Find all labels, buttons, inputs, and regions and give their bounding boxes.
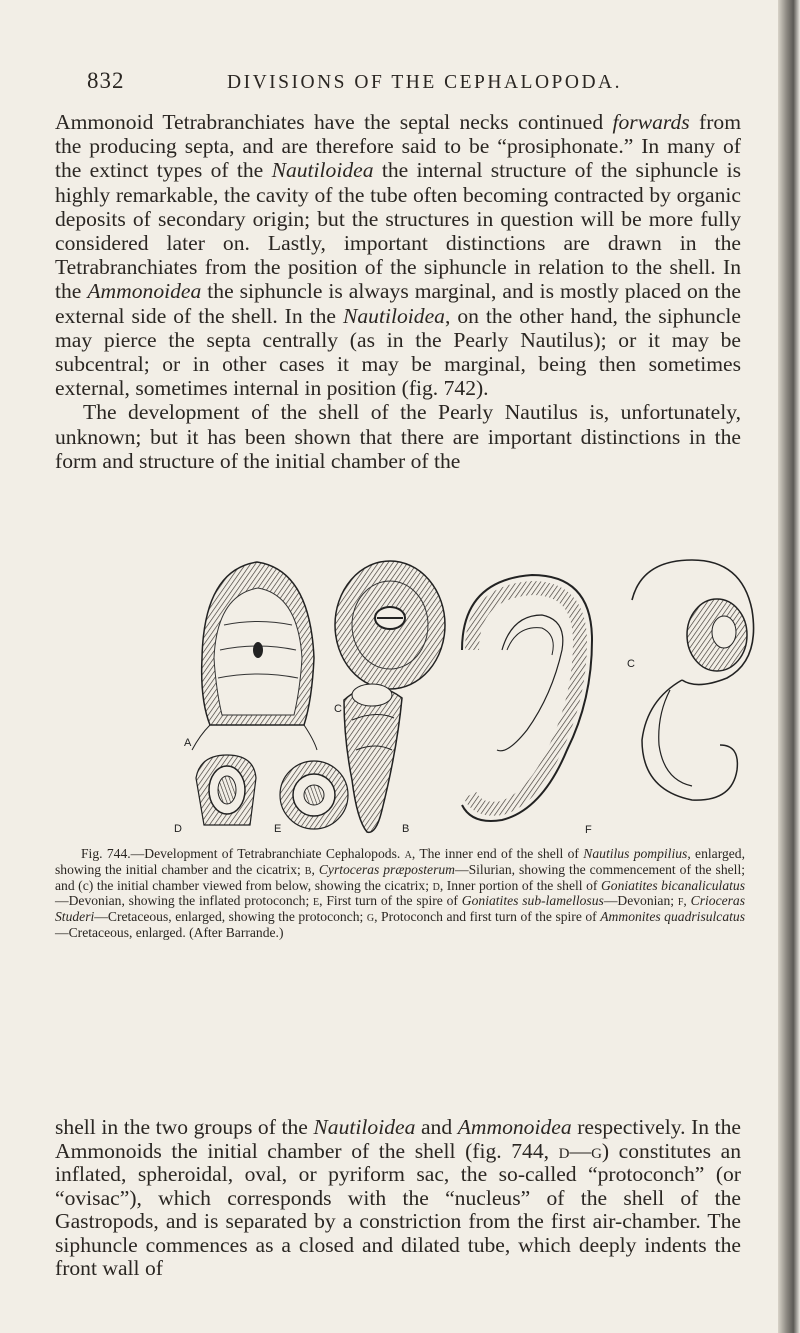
figure-c-cyrtoceras <box>335 561 445 689</box>
paragraph-1: Ammonoid Tetrabranchiates have the septal necks continued forwards from the producing septa, and are therefore said to be “prosiphonate.” In many of the extinct types of the Nautiloidea the internal structure of the siphuncle is highly remarkable, the cavity of the tube often becoming contracted by organic deposits of secondary origin; but the structures in question will be more fully considered later on. Lastly, important distinctions are drawn in the Tetrabranchiates from the position of the siphuncle in relation to the shell. In the Ammonoidea the siphuncle is always marginal, and is mostly placed on the external side of the shell. In the Nautiloidea, on the other hand, the siphuncle may pierce the septa centrally (as in the Pearly Nautilus); or it may be subcentral; or in other cases it may be marginal, being then sometimes external, sometimes internal in position (fig. 742). <box>55 110 742 401</box>
figure-744 <box>172 550 786 840</box>
figure-label-f: F <box>585 824 592 836</box>
figure-label-b: B <box>402 823 410 835</box>
figure-e-goniatites <box>280 761 348 829</box>
page-number: 832 <box>87 68 125 93</box>
figure-b-cyrtoceras <box>344 684 402 832</box>
figure-caption <box>55 846 745 941</box>
running-head <box>87 68 737 104</box>
figure-label-a: A <box>184 737 192 749</box>
figure-g-ammonites <box>632 560 754 800</box>
paragraph-3: shell in the two groups of the Nautiloidea and Ammonoidea respectively. In the Ammonoids the initial chamber of the shell (fig. 744, d—g) constitutes an inflated, spheroidal, oval, or pyriform sac, the so-called “protoconch” (or “ovisac”), which corresponds with the “nucleus” of the shell of the Gastropods, and is separated by a constriction from the first air-chamber. The siphuncle commences as a closed and dilated tube, which deeply indents the front wall of <box>55 1115 742 1280</box>
figure-label-e: E <box>274 823 282 835</box>
figure-label-g: C <box>627 658 635 670</box>
running-title: DIVISIONS OF THE CEPHALOPODA. <box>227 72 622 93</box>
figure-d-goniatites <box>196 755 256 825</box>
figure-label-c: C <box>334 703 342 715</box>
figure-f-crioceras <box>462 575 592 821</box>
caption-text: Fig. 744.—Development of Tetrabranchiate Cephalopods. a, The inner end of the shell of Nautilus pompilius, enlarged, showing the initial chamber and the cicatrix; b, Cyrtoceras præposterum—Silurian, showing the commencement of the shell; and (c) the initial chamber viewed from below, showing the cicatrix; d, Inner portion of the shell of Goniatites bicanaliculatus—Devonian, showing the inflated protoconch; e, First turn of the spire of Goniatites sub-lamellosus—Devonian; f, Crioceras Studeri—Cretaceous, enlarged, showing the protoconch; g, Protoconch and first turn of the spire of Ammonites quadrisulcatus—Cretaceous, enlarged. (After Barrande.) <box>55 846 746 940</box>
text-block-bottom <box>55 1116 741 1281</box>
paragraph-2: The development of the shell of the Pearly Nautilus is, unfortunately, unknown; but it has been shown that there are important distinctions in the form and structure of the initial chamber of the <box>55 400 741 473</box>
figure-a-nautilus <box>192 562 317 750</box>
figure-label-d: D <box>174 823 182 835</box>
text-block-top <box>55 110 741 473</box>
figure-illustration <box>172 550 786 840</box>
